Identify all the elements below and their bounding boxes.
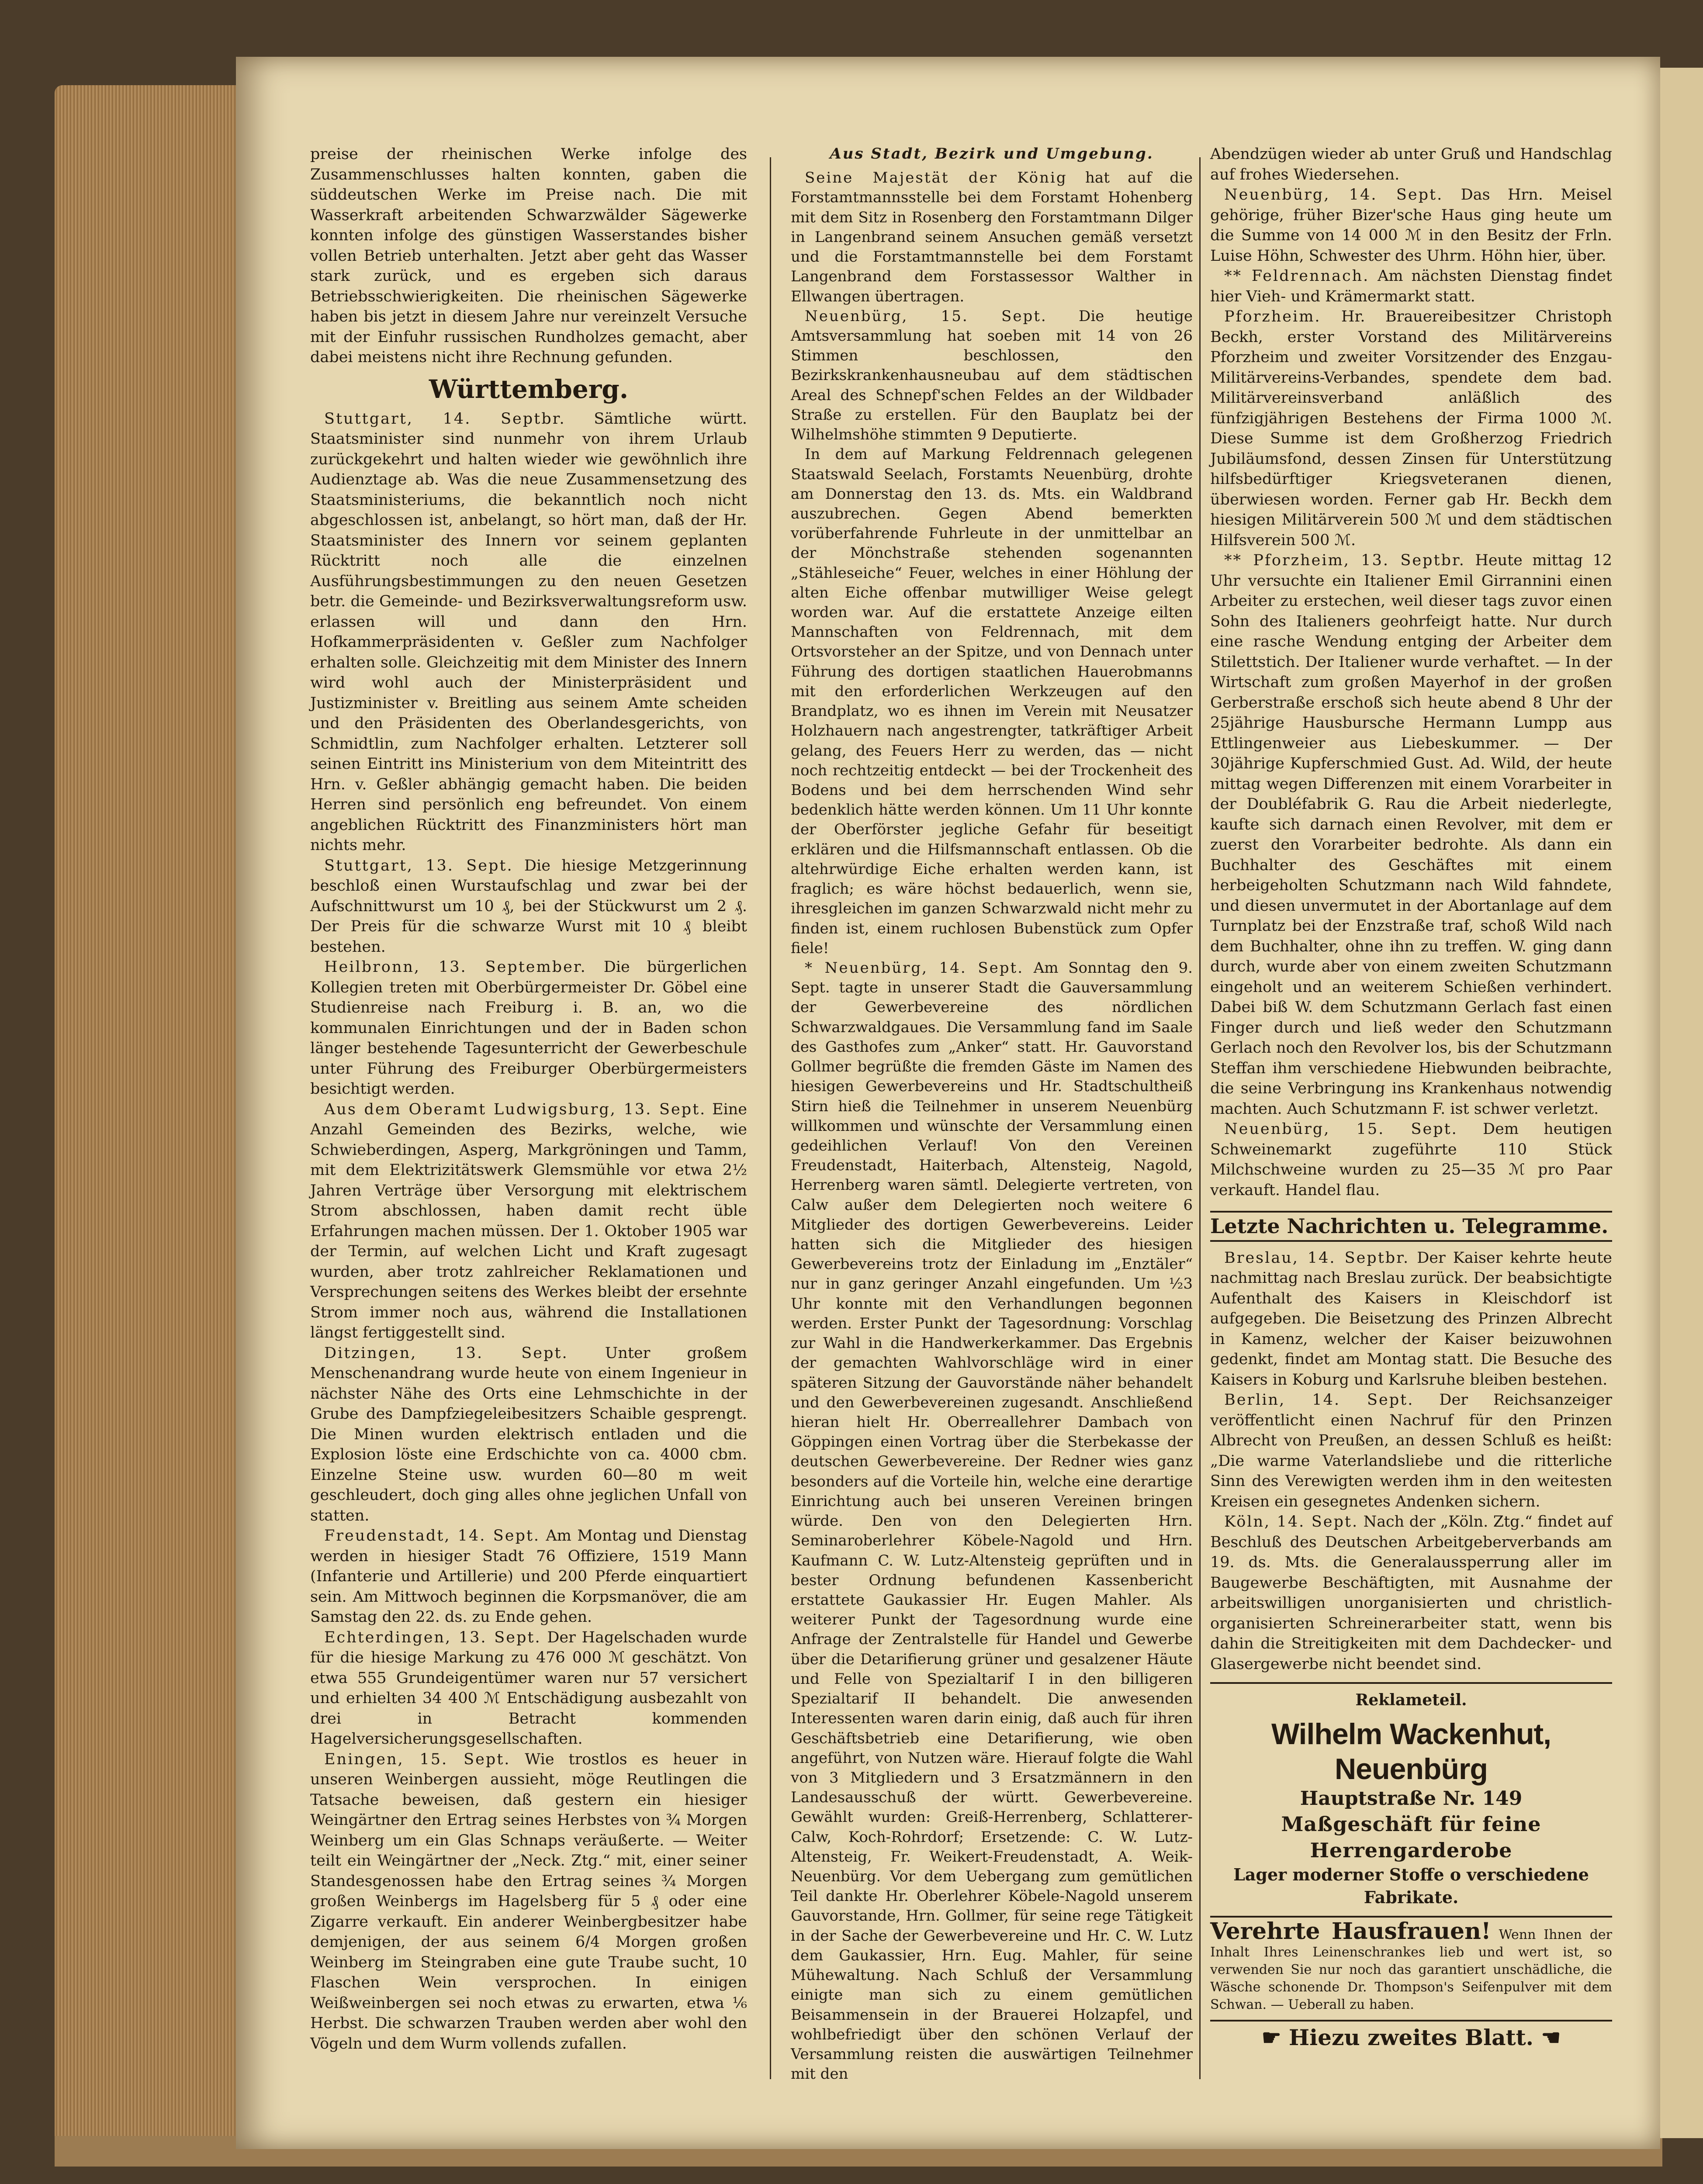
hausfrauen-text: Wenn Ihnen der Inhalt Ihres Leinenschrankes lieb und wert ist, so verwenden Sie nur noch das garantiert unschädliche, die Wäsche schonende Dr. Thompson's Seifenpulver mit dem Schwan. — Ueberall zu haben. (1210, 1927, 1612, 2012)
article-text: In dem auf Markung Feldrennach gelegenen Staatswald Seelach, Forstamts Neuenbürg, drohte am Donnerstag den 13. ds. Mts. ein Waldbrand auszubrechen. Gegen Abend bemerkten vorüberfahrende Fuhrleute in der unmittelbar an der Mönchstraße stehenden sogenannten „Stähleseiche“ Feuer, welches in einer Höhlung der alten Eiche offenbar mutwilliger Weise gelegt worden war. Auf die erstattete Anzeige eilten Mannschaften von Feldrennach, mit dem Ortsvorsteher an der Spitze, und von Dennach unter Führung des dortigen staatlichen Hauerobmanns mit den erforderlichen Werkzeugen auf den Brandplatz, wo es ihnen im Verein mit Neusatzer Holzhauern nach angestrengter, tatkräftiger Arbeit gelang, des Feuers Herr zu werden, das — nicht noch rechtzeitig entdeckt — bei der Trockenheit des Bodens und bei dem herrschenden Wind sehr bedenklich hätte werden können. Um 11 Uhr konnte der Oberförster jegliche Gefahr für beseitigt erklären und die Hilfsmannschaft entlassen. Ob die altehrwürdige Eiche erhalten werden kann, ist fraglich; es wäre höchst bedauerlich, wenn sie, ihresgleichen im ganzen Schwarzwald nicht mehr zu finden ist, einem ruchlosen Bubenstück zum Opfer fiele! (791, 446, 1193, 957)
article-paragraph (310, 144, 747, 368)
article-paragraph (1210, 1119, 1612, 1200)
article-paragraph (791, 958, 1193, 2084)
article-text: Nach der „Köln. Ztg.“ findet auf Beschluß des Deutschen Arbeitgeberverbands am 19. ds. Mts. die Generalaussperrung aller im Baugewerbe Beschäftigten, mit Ausnahme der arbeitswilligen unorganisierten und christlich-organisierten Schreinerarbeiter statt, wenn bis dahin die Streitigkeiten mit dem Dachdecker- und Glasergewerbe nicht beendet sind. (1210, 1513, 1613, 1673)
article-paragraph (1210, 185, 1612, 266)
article-text: Heute mittag 12 Uhr versuchte ein Italiener Emil Girrannini einen Arbeiter zu erstechen, weil dieser tags zuvor einen Sohn des Italieners geohrfeigt hatte. Nur durch eine rasche Wendung entging der Arbeiter dem Stilettstich. Der Italiener wurde verhaftet. — In der Wirtschaft zum großen Mayerhof in der großen Gerberstraße erschoß sich heute abend 8 Uhr der 25jährige Hausbursche Hermann Lumpp aus Ettlingenweier aus Liebeskummer. — Der 30jährige Kupferschmied Gust. Ad. Wild, der heute mittag wegen Differenzen mit einem Vorarbeiter in der Doubléfabrik G. Rau die Arbeit niederlegte, kaufte sich darnach einen Revolver, mit dem er zuerst den Vorarbeiter bedrohte. Als dann ein Buchhalter des Geschäftes mit einem herbeigeholten Schutzmann nach Wild fahndete, und diesen unvermutet in der Abortanlage auf dem Turnplatz bei der Enzstraße traf, schoß Wild nach dem Buchhalter, ohne ihn zu treffen. W. ging dann durch, wurde aber von einem zweiten Schutzmann eingeholt und an weiterem Schießen verhindert. Dabei biß W. dem Schutzmann Gerlach fast einen Finger durch und ließ weder den Schutzmann Gerlach noch den Revolver los, bis der Schutzmann Steffan ihm verschiedene Hiebwunden beibrachte, die seine Verbringung ins Krankenhaus notwendig machten. Auch Schutzmann F. ist schwer verletzt. (1210, 552, 1612, 1118)
article-text: Eine Anzahl Gemeinden des Bezirks, welche, wie Schwieberdingen, Asperg, Markgröningen und Tamm, mit dem Elektrizitätswerk Glemsmühle vor etwa 2½ Jahren Verträge über Versorgung mit elektrischem Strom abschlossen, haben damit recht üble Erfahrungen machen müssen. Der 1. Oktober 1905 war der Termin, auf welchen Licht und Kraft zugesagt wurden, aber trotz zahlreicher Reklamationen und Versprechungen seitens des Werkes bleibt der ersehnte Strom immer noch aus, während die Installationen längst fertiggestellt sind. (310, 1100, 747, 1341)
article-dateline: Neuenbürg, 14. Sept. (1224, 186, 1443, 204)
article-paragraph (1210, 266, 1612, 307)
article-paragraph (1210, 144, 1612, 185)
article-paragraph (310, 1749, 747, 2054)
article-dateline: Berlin, 14. Sept. (1224, 1391, 1414, 1409)
article-dateline: Ditzingen, 13. Sept. (324, 1344, 568, 1362)
article-text: Unter großem Menschenandrang wurde heute von einem Ingenieur in nächster Nähe des Orts eine Lehmschichte in der Grube des Dampfziegeleibesitzers Schaible gesprengt. Die Minen wurden elektrisch entladen und die Explosion löste eine Erdschichte von ca. 4000 cbm. Einzelne Steine usw. wurden 60—80 m weit geschleudert, doch ging alles ohne jeglichen Unfall von statten. (310, 1344, 747, 1524)
article-dateline: Echterdingen, 13. Sept. (324, 1628, 541, 1646)
hausfrauen-ad (1210, 1916, 1612, 2014)
article-text: Das Hrn. Meisel gehörige, früher Bizer'sche Haus ging heute um die Summe von 14 000 ℳ in den Besitz der Frln. Luise Höhn, Schwester des Uhrm. Höhn hier, über. (1210, 186, 1612, 265)
article-text: Dem heutigen Schweinemarkt zugeführte 110 Stück Milchschweine wurden zu 25—35 ℳ pro Paar verkauft. Handel flau. (1210, 1120, 1612, 1199)
next-page-edge (1660, 68, 1703, 2138)
article-paragraph (1210, 550, 1612, 1119)
wackenhut-street: Hauptstraße Nr. 149 (1300, 1787, 1523, 1810)
section-heading: Letzte Nachrichten u. Telegramme. (1210, 1211, 1612, 1242)
article-dateline: Eningen, 15. Sept. (324, 1750, 511, 1768)
article-dateline: Neuenbürg, 15. Sept. (805, 307, 1047, 325)
article-paragraph (310, 856, 747, 957)
column-rule (1199, 157, 1201, 2079)
second-sheet-text: Hiezu zweites Blatt. (1288, 2024, 1534, 2050)
article-text: Der Reichsanzeiger veröffentlicht einen Nachruf für den Prinzen Albrecht von Preußen, an dessen Schluß es heißt: „Die warme Vaterlandsliebe und die ritterliche Sinn des Verewigten werden ihm in den weitesten Kreisen ein gesegnetes Andenken sichern. (1210, 1391, 1612, 1510)
article-text: Am Montag und Dienstag werden in hiesiger Stadt 76 Offiziere, 1519 Mann (Infanterie und Artillerie) und 200 Pferde einquartiert sein. Am Mittwoch beginnen die Korpsmanöver, die am Samstag den 22. ds. zu Ende gehen. (310, 1527, 747, 1626)
wackenhut-slogan: Maßgeschäft für feine Herrengarderobe (1281, 1812, 1541, 1862)
article-paragraph (310, 1099, 747, 1343)
article-text: Am Sonntag den 9. Sept. tagte in unserer Stadt die Gauversammlung der Gewerbevereine des nördlichen Schwarzwaldgaues. Die Versammlung fand im Saale des Gasthofes zum „Anker“ statt. Hr. Gauvorstand Gollmer begrüßte die fremden Gäste im Namen des hiesigen Gewerbevereins und Hr. Stadtschultheiß Stirn hieß die Teilnehmer in unserem Neuenbürg willkommen und wünschte der Versammlung einen gedeihlichen Verlauf! Von den Vereinen Freudenstadt, Haiterbach, Altensteig, Nagold, Herrenberg waren sämtl. Delegierte vertreten, von Calw außer dem Delegierten noch weitere 6 Mitglieder des dortigen Gewerbevereins. Leider hatten sich die Mitglieder des hiesigen Gewerbevereins trotz der Einladung im „Enztäler“ nur in ganz geringer Anzahl eingefunden. Um ½3 Uhr konnte mit den Verhandlungen begonnen werden. Erster Punkt der Tagesordnung: Vorschlag zur Wahl in die Handwerkerkammer. Das Ergebnis der gemachten Wahlvorschläge wird in einer späteren Sitzung der Gauvorstände näher behandelt und den Gewerbevereinen zugesandt. Anschließend hieran hielt Hr. Oberreallehrer Dambach von Göppingen einen Vortrag über die Sterbekasse der deutschen Gewerbevereine. Der Redner wies ganz besonders auf die Vorteile hin, welche eine derartige Einrichtung auch bei unseren Vereinen bringen würde. Den von den Delegierten Hrn. Seminaroberlehrer Köbele-Nagold und Hrn. Kaufmann C. W. Lutz-Altensteig geprüften und in bester Ordnung befundenen Kassenbericht erstattete Gaukassier Hr. Eugen Mahler. Als weiterer Punkt der Tagesordnung wurde eine Anfrage der Zentralstelle für Handel und Gewerbe über die Detarifierung grüner und gesalzener Häute und Felle von Spezialtarif I in den billigeren Spezialtarif II behandelt. Die anwesenden Interessenten waren darin einig, daß auch für ihren Geschäftsbetrieb eine Detarifierung, wie oben angeführt, von Nutzen wäre. Hierauf folgte die Wahl von 3 Mitgliedern und 3 Ersatzmännern in den Landesausschuß der württ. Gewerbevereine. Gewählt wurden: Greiß-Herrenberg, Schlatterer-Calw, Koch-Rohrdorf; Ersetzende: C. W. Lutz-Altensteig, Fr. Weikert-Freudenstadt, A. Weik-Neuenbürg. Vor dem Uebergang zum gemütlichen Teil dankte Hr. Oberlehrer Köbele-Nagold unserem Gauvorstande, Hrn. Gollmer, für seine rege Tätigkeit in der Sache der Gewerbevereine und Hr. C. W. Lutz dem Gaukassier, Hrn. Eug. Mahler, für seine Mühewaltung. Nach Schluß der Versammlung einigte man sich zu einem gemütlichen Beisammensein in der Brauerei Holzapfel, und wohlbefriedigt über den schönen Verlauf der Versammlung reisten die auswärtigen Teilnehmer mit den (791, 959, 1193, 2083)
reklameteil-heading: Reklameteil. (1355, 1691, 1467, 1709)
article-dateline: Freudenstadt, 14. Sept. (324, 1527, 540, 1545)
article-dateline: Seine Majestät der König (805, 169, 1067, 187)
article-dateline: Stuttgart, 14. Septbr. (324, 410, 566, 428)
article-text: Abendzügen wieder ab unter Gruß und Handschlag auf frohes Wiedersehen. (1210, 145, 1612, 183)
article-paragraph (1210, 1512, 1612, 1674)
article-text: Am nächsten Dienstag findet hier Vieh- und Krämermarkt statt. (1210, 267, 1612, 305)
article-paragraph (310, 1628, 747, 1749)
article-text: Hr. Brauereibesitzer Christoph Beckh, erster Vorstand des Militärvereins Pforzheim und zweiter Vorsitzender des Enzgau-Militärvereins-Verbandes, spendete dem bad. Militärvereinsverband anläßlich des fünfzigjährigen Bestehens der Firma 1000 ℳ. Diese Summe ist dem Großherzog Friedrich Jubiläumsfond, dessen Zinsen für Unterstützung hilfsbedürftiger Kriegsveteranen dienen, überwiesen worden. Ferner gab Hr. Beckh dem hiesigen Militärverein 500 ℳ und dem städtischen Hilfsverein 500 ℳ. (1210, 308, 1612, 549)
pointing-hand-icon: ☚ (1533, 2024, 1561, 2050)
section-heading: Aus Stadt, Bezirk und Umgebung. (830, 145, 1154, 162)
hausfrauen-text-block (1210, 1918, 1612, 2014)
article-dateline: Heilbronn, 13. September. (324, 958, 587, 976)
column-3 (1210, 144, 1612, 2048)
article-paragraph (791, 445, 1193, 958)
wackenhut-name: Wilhelm Wackenhut, Neuenbürg (1271, 1717, 1551, 1786)
advertisement-section (1210, 1682, 1612, 2048)
second-sheet-note (1210, 2020, 1612, 2048)
article-text: Wie trostlos es heuer in unseren Weinbergen aussieht, möge Reutlingen die Tatsache beweisen, daß gestern ein hiesiger Weingärtner den Ertrag seines Herbstes von ¾ Morgen Weinberg um ein Glas Schnaps veräußerte. — Weiter teilt ein Weingärtner der „Neck. Ztg.“ mit, einer seiner Standesgenossen habe den Ertrag seines ¾ Morgen großen Weinbergs im Hagelsberg für 5 ₰ oder eine Zigarre verkauft. Ein anderer Weinbergbesitzer habe demjenigen, der aus seinem 6/4 Morgen großen Weinberg im Steingraben eine gute Traube sucht, 10 Flaschen Wein versprochen. In einigen Weißweinbergen sei noch etwas zu erwarten, etwa ⅙ Herbst. Die schwarzen Trauben werden aber wohl den Vögeln und dem Wurm vollends zufallen. (310, 1750, 747, 2053)
wackenhut-ad (1210, 1717, 1612, 1909)
newspaper-page (236, 57, 1660, 2149)
article-text: Sämtliche württ. Staatsminister sind nunmehr von ihrem Urlaub zurückgekehrt und halten wieder wie gewöhnlich ihre Audienztage ab. Was die neue Zusammensetzung des Staatsministeriums, die bekanntlich noch nicht abgeschlossen ist, anbelangt, so hört man, daß der Hr. Staatsminister des Innern vor seinem geplanten Rücktritt noch alle die einzelnen Ausführungsbestimmungen zu den neuen Gesetzen betr. die Gemeinde- und Bezirksverwaltungsreform usw. erlassen will und dann den Hrn. Hofkammerpräsidenten v. Geßler zum Nachfolger erhalten solle. Gleichzeitig mit dem Minister des Innern wird wohl auch der Ministerpräsident und Justizminister v. Breitling aus seinem Amte scheiden und den Präsidenten des Oberlandesgerichts, von Schmidtlin, zum Nachfolger erhalten. Letzterer soll seinen Eintritt ins Ministerium von dem Miteintritt des Hrn. v. Geßler abhängig gemacht haben. Die beiden Herren sind persönlich eng befreundet. Von einem angeblichen Rücktritt des Finanzministers hört man nichts mehr. (310, 410, 747, 854)
article-dateline: ** Pforzheim, 13. Septbr. (1224, 552, 1465, 569)
wackenhut-sub: Lager moderner Stoffe o verschiedene Fabrikate. (1233, 1864, 1589, 1907)
article-paragraph (310, 1526, 747, 1628)
article-dateline: Pforzheim. (1224, 308, 1321, 325)
article-dateline: Breslau, 14. Septbr. (1224, 1249, 1410, 1267)
article-paragraph (791, 168, 1193, 307)
article-dateline: Neuenbürg, 15. Sept. (1224, 1120, 1458, 1138)
article-dateline: ** Feldrennach. (1224, 267, 1370, 285)
article-paragraph (1210, 1390, 1612, 1512)
column-1 (310, 144, 747, 2054)
article-text: Die hiesige Metzgerinnung beschloß einen Wurstaufschlag und zwar bei der Aufschnittwurst um 10 ₰, bei der Stückwurst um 2 ₰. Der Preis für die schwarze Wurst mit 10 ₰ bleibt bestehen. (310, 857, 748, 956)
article-text: preise der rheinischen Werke infolge des Zusammenschlusses halten konnten, gaben die süddeutschen Werke im Preise nach. Die mit Wasserkraft arbeitenden Schwarzwälder Sägewerke konnten infolge des günstigen Wasserstandes bisher vollen Betrieb unterhalten. Jetzt aber geht das Wasser stark zurück, und es ergeben sich daraus Betriebsschwierigkeiten. Die rheinischen Sägewerke haben bis jetzt in diesem Jahre nur vereinzelt Versuche mit der Einfuhr russischen Rundholzes gemacht, aber dabei meistens nicht ihre Rechnung gefunden. (310, 145, 747, 366)
article-dateline: Stuttgart, 13. Sept. (324, 857, 513, 874)
article-paragraph (1210, 307, 1612, 550)
article-text: Der Hagelschaden wurde für die hiesige Markung zu 476 000 ℳ geschätzt. Von etwa 555 Grundeigentümer waren nur 57 versichert und erhielten 34 400 ℳ Entschädigung ausbezahlt von drei in Betracht kommenden Hagelversicherungsgesellschaften. (310, 1628, 748, 1748)
pointing-hand-icon: ☛ (1261, 2024, 1289, 2050)
article-paragraph (310, 409, 747, 856)
hausfrauen-headline: Verehrte Hausfrauen! (1210, 1918, 1491, 1945)
book-page-stack-edge (55, 85, 242, 2160)
article-dateline: * Neuenbürg, 14. Sept. (805, 959, 1024, 977)
article-paragraph (310, 957, 747, 1099)
article-text: Der Kaiser kehrte heute nachmittag nach Breslau zurück. Der beabsichtigte Aufenthalt des Kaisers in Kleischdorf ist aufgegeben. Die Beisetzung des Prinzen Albrecht in Kamenz, welcher der Kaiser beizuwohnen gedenkt, findet am Montag statt. Die Besuche des Kaisers in Koburg und Karlsruhe bleiben bestehen. (1210, 1249, 1612, 1389)
article-dateline: Köln, 14. Sept. (1224, 1513, 1359, 1531)
column-2 (791, 144, 1193, 2084)
article-dateline: Aus dem Oberamt Ludwigsburg, 13. Sept. (324, 1100, 706, 1118)
article-text: Die heutige Amtsversammlung hat soeben mit 14 von 26 Stimmen beschlossen, den Bezirkskrankenhausneubau auf dem städtischen Areal des Schnepf'schen Feldes an der Wildbader Straße zu erstellen. Für den Bauplatz bei der Wilhelmshöhe stimmten 9 Deputierte. (791, 307, 1193, 444)
article-paragraph (791, 307, 1193, 445)
section-heading: Württemberg. (429, 374, 629, 404)
column-3-articles (1210, 144, 1612, 1674)
article-text: hat auf die Forstamtmannsstelle bei dem Forstamt Hohenberg mit dem Sitz in Rosenberg den Forstamtmann Dilger in Langenbrand seinem Ansuchen gemäß versetzt und die Forstamtmannstelle bei dem Forstamt Langenbrand dem Forstassessor Walther in Ellwangen übertragen. (791, 169, 1193, 305)
article-paragraph (1210, 1248, 1612, 1390)
column-rule (770, 157, 771, 2079)
article-text: Die bürgerlichen Kollegien treten mit Oberbürgermeister Dr. Göbel eine Studienreise nach Freiburg i. B. an, wo die kommunalen Einrichtungen und der in Baden schon länger bestehende Tagesunterricht der Gewerbeschule unter Führung des Freiburger Oberbürgermeisters besichtigt werden. (310, 958, 747, 1098)
article-paragraph (310, 1343, 747, 1526)
